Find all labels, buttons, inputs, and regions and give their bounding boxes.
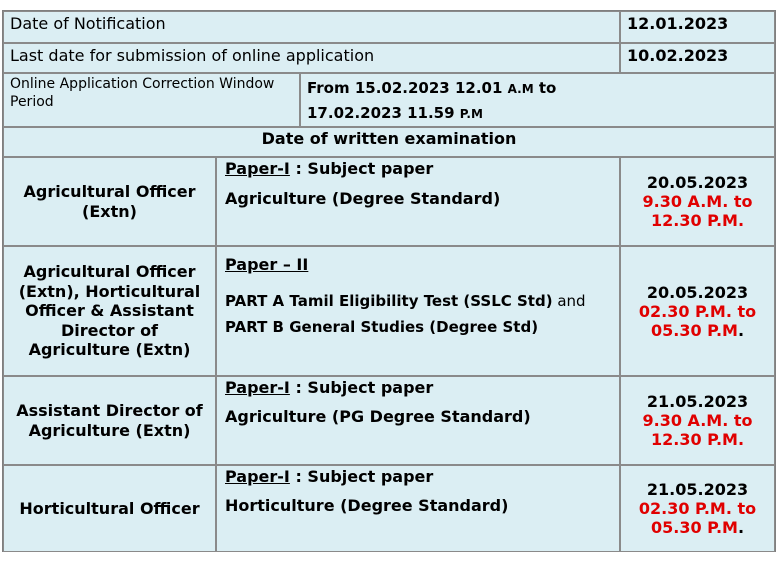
paper-subject: Agriculture (Degree Standard): [225, 189, 501, 208]
paper-title: Paper – II: [225, 255, 309, 274]
exam-time-end: 12.30 P.M.: [650, 430, 745, 449]
last-date-value-cell: [620, 43, 775, 73]
exam-post-cell: [3, 157, 216, 246]
correction-label: Online Application Correction Window Period: [10, 76, 275, 110]
exam-time-start: 02.30 P.M. to: [638, 499, 757, 518]
correction-label-cell: [3, 73, 300, 127]
part-a-line: PART A Tamil Eligibility Test (SSLC Std) and: [225, 292, 586, 310]
exam-paper-cell: [216, 246, 620, 376]
exam-post-cell: [3, 465, 216, 552]
exam-date-cell: [620, 246, 775, 376]
exam-post: Agricultural Officer (Extn), Horticultural Officer & Assistant Director of Agriculture (Extn): [18, 262, 201, 360]
exam-post-cell: [3, 246, 216, 376]
exam-paper-cell: [216, 157, 620, 246]
exam-paper-cell: [216, 376, 620, 465]
last-date-label: Last date for submission of online application: [10, 46, 375, 65]
notification-date-cell: [620, 11, 775, 43]
last-date-label-cell: [3, 43, 620, 73]
exam-header-cell: [3, 127, 775, 157]
notification-label: Date of Notification: [10, 14, 166, 33]
paper-subject: Agriculture (PG Degree Standard): [225, 407, 531, 426]
exam-date: 20.05.2023: [646, 173, 749, 192]
exam-post: Assistant Director of Agriculture (Extn): [16, 400, 203, 440]
exam-time-start: 02.30 P.M. to: [638, 301, 757, 321]
last-date-value: 10.02.2023: [627, 46, 729, 65]
part-b-line: PART B General Studies (Degree Std): [225, 318, 539, 336]
paper-title-line: Paper-I : Subject paper: [225, 467, 434, 486]
exam-post: Agricultural Officer (Extn): [23, 181, 196, 221]
exam-date-cell: [620, 465, 775, 552]
correction-period-cell: [300, 73, 775, 127]
exam-time-start: 9.30 A.M. to: [642, 411, 753, 430]
paper-title-line: Paper-I : Subject paper: [225, 159, 434, 178]
exam-date-cell: [620, 157, 775, 246]
exam-time-start: 9.30 A.M. to: [642, 192, 753, 211]
exam-post: Horticultural Officer: [19, 498, 200, 518]
exam-time-end: 05.30 P.M.: [650, 320, 745, 340]
correction-to: 17.02.2023 11.59 P.M: [307, 104, 483, 122]
exam-date: 20.05.2023: [646, 282, 749, 302]
paper-subject: Horticulture (Degree Standard): [225, 496, 509, 515]
notification-date: 12.01.2023: [627, 14, 729, 33]
exam-header: Date of written examination: [261, 129, 517, 148]
exam-time-end: 05.30 P.M.: [650, 518, 745, 537]
exam-post-cell: [3, 376, 216, 465]
paper-title-line: Paper-I : Subject paper: [225, 378, 434, 397]
notification-label-cell: [3, 11, 620, 43]
exam-paper-cell: [216, 465, 620, 552]
exam-date: 21.05.2023: [646, 480, 749, 499]
exam-date-cell: [620, 376, 775, 465]
correction-from: From 15.02.2023 12.01 A.M to: [307, 79, 557, 97]
exam-date: 21.05.2023: [646, 392, 749, 411]
exam-time-end: 12.30 P.M.: [650, 211, 745, 230]
